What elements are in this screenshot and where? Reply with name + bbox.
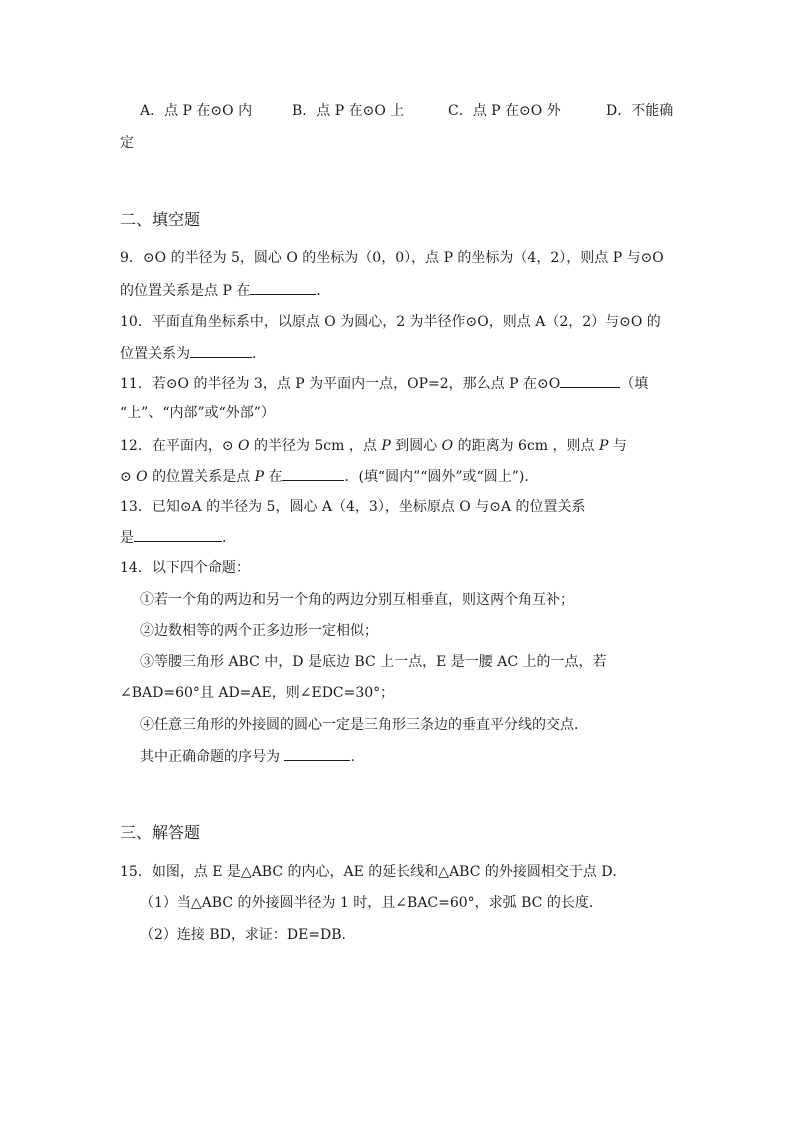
- q10-end: .: [252, 346, 257, 362]
- q14-proposition-2: ②边数相等的两个正多边形一定相似；: [140, 623, 378, 639]
- q14-proposition-1: ①若一个角的两边和另一个角的两边分别互相垂直，则这两个角互补；: [140, 592, 574, 608]
- q9-answer-blank[interactable]: [250, 280, 316, 295]
- q14-answer-blank[interactable]: [284, 746, 350, 761]
- q9-line1: 9．⊙O 的半径为 5，圆心 O 的坐标为（0，0），点 P 的坐标为（4，2），则点 P 与⊙O: [120, 250, 664, 266]
- q12-text-a: 12．在平面内，: [120, 438, 222, 454]
- section-title-solve: 三、解答题: [120, 823, 201, 842]
- q12-point-p: P: [381, 438, 391, 454]
- q12-text-c: 到圆心: [390, 438, 442, 454]
- q12-circle-o: ⊙ O: [221, 438, 250, 454]
- q12-circle-o-2: ⊙ O: [120, 469, 148, 485]
- q14-proposition-3-line2: ∠BAD=60°且 AD=AE，则∠EDC=30°；: [120, 685, 395, 701]
- q14-answer-end: .: [350, 749, 355, 765]
- q15-part1: （1）当△ABC 的外接圆半径为 1 时，且∠BAC=60°，求弧 BC 的长度．: [140, 895, 603, 911]
- q12-text-g: 在: [264, 469, 283, 485]
- q14-proposition-3-line1: ③等腰三角形 ABC 中，D 是底边 BC 上一点，E 是一腰 AC 上的一点，若: [140, 654, 607, 670]
- q12-line1: [120, 436, 627, 456]
- q9-line2: [120, 280, 330, 301]
- q15-part2: （2）连接 BD，求证：DE=DB．: [140, 927, 356, 943]
- q13-line2: [120, 527, 236, 548]
- q12-answer-blank[interactable]: [282, 466, 344, 481]
- q11-end: （填: [620, 376, 649, 392]
- q14-title: 14．以下四个命题：: [120, 560, 250, 576]
- q8-option-c: C．点 P 在⊙O 外: [448, 103, 561, 119]
- q12-text-e: 与: [608, 438, 627, 454]
- q11-line2: “上”、“内部”或“外部”）: [120, 405, 275, 421]
- q13-line1: 13．已知⊙A 的半径为 5，圆心 A（4，3），坐标原点 O 与⊙A 的位置关系: [120, 499, 586, 515]
- q12-text-d: 的距离为 6cm ，则点: [453, 438, 599, 454]
- q12-text-b: 的半径为 5cm ，点: [249, 438, 382, 454]
- q11-line1: [120, 373, 648, 394]
- q8-option-d: D．不能确: [606, 103, 674, 119]
- q12-center-o: O: [441, 438, 454, 454]
- q10-text: 位置关系为: [120, 346, 190, 362]
- q12-text-f: 的位置关系是点: [147, 469, 255, 485]
- q10-line2: [120, 343, 256, 364]
- q10-line1: 10．平面直角坐标系中，以原点 O 为圆心，2 为半径作⊙O，则点 A（2，2）与⊙O 的: [120, 314, 661, 330]
- q13-text: 是: [120, 530, 134, 546]
- q11-text: 11．若⊙O 的半径为 3，点 P 为平面内一点，OP=2，那么点 P 在⊙O: [120, 376, 561, 392]
- q9-end: ．: [316, 283, 331, 299]
- q12-text-h: ．(填“圆内”“圆外”或“圆上”)．: [344, 469, 539, 485]
- q8-option-d-continued: 定: [120, 135, 134, 151]
- q13-answer-blank[interactable]: [134, 527, 222, 542]
- q12-point-p-2: P: [598, 438, 609, 454]
- q13-end: ．: [222, 530, 236, 546]
- section-title-fill-in: 二、填空题: [120, 210, 201, 229]
- q14-answer-text: 其中正确命题的序号为: [140, 749, 285, 765]
- q14-answer-line: [140, 746, 355, 767]
- q8-option-b: B．点 P 在⊙O 上: [292, 103, 405, 119]
- q14-proposition-4: ④任意三角形的外接圆的圆心一定是三角形三条边的垂直平分线的交点．: [140, 717, 588, 733]
- q9-text: 的位置关系是点 P 在: [120, 283, 251, 299]
- q15-line1: 15．如图，点 E 是△ABC 的内心，AE 的延长线和△ABC 的外接圆相交于点 D．: [120, 864, 627, 880]
- q8-option-a: A．点 P 在⊙O 内: [140, 103, 253, 119]
- q12-point-p-3: P: [254, 469, 264, 485]
- q12-line2: [120, 466, 538, 487]
- q11-answer-blank[interactable]: [560, 373, 620, 388]
- q10-answer-blank[interactable]: [190, 343, 252, 358]
